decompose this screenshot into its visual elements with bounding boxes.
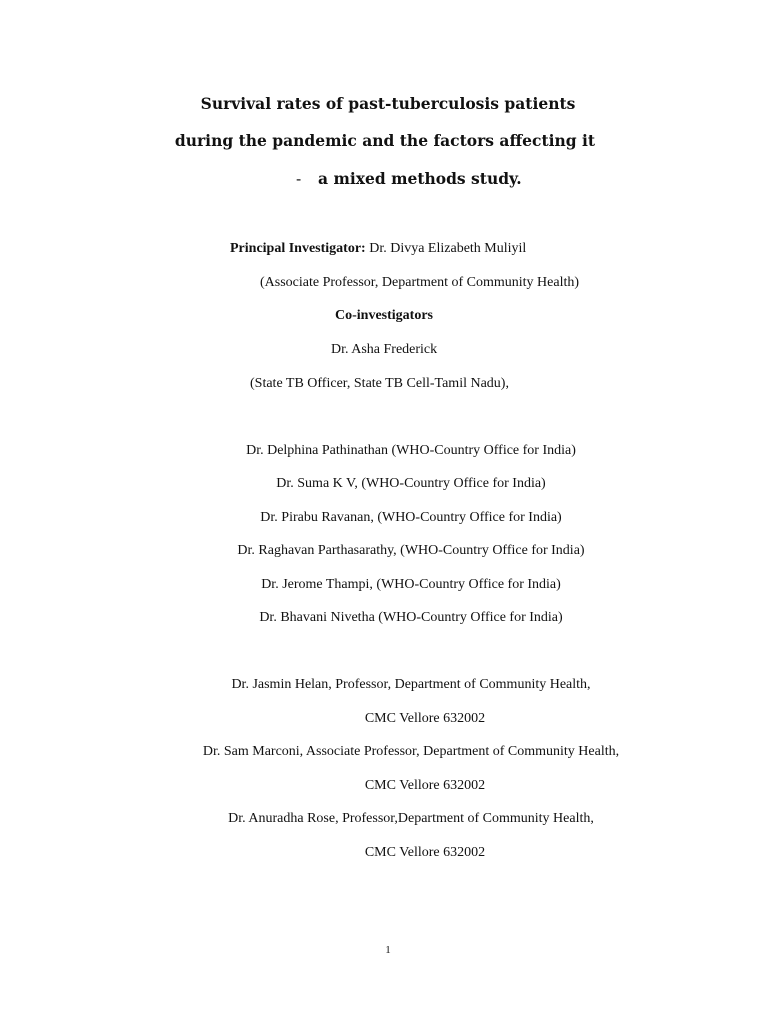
faculty-member-name: Dr. Anuradha Rose, Professor,Department of Community Health,: [228, 811, 594, 826]
who-member: Dr. Bhavani Nivetha (WHO-Country Office for India): [259, 610, 563, 625]
co-investigators-heading: Co-investigators: [335, 308, 433, 323]
principal-investigator-label: Principal Investigator:: [230, 241, 366, 256]
title-line-1: Survival rates of past-tuberculosis patients: [200, 94, 576, 113]
page-number: 1: [385, 944, 391, 956]
who-member: Dr. Delphina Pathinathan (WHO-Country Office for India): [246, 443, 576, 458]
faculty-member-name: Dr. Sam Marconi, Associate Professor, Department of Community Health,: [202, 744, 620, 759]
who-member: Dr. Jerome Thampi, (WHO-Country Office for India): [261, 577, 561, 592]
faculty-member-name: Dr. Jasmin Helan, Professor, Department of Community Health,: [231, 677, 591, 692]
principal-investigator-name: Dr. Divya Elizabeth Muliyil: [365, 241, 527, 256]
who-member: Dr. Pirabu Ravanan, (WHO-Country Office for India): [260, 510, 562, 525]
who-member: Dr. Suma K V, (WHO-Country Office for India): [276, 476, 546, 491]
co-investigator-affiliation: (State TB Officer, State TB Cell-Tamil Nadu),: [250, 376, 509, 391]
title-line-2: during the pandemic and the factors affecting it: [174, 131, 596, 150]
title-line-3-text: a mixed methods study.: [318, 169, 522, 188]
faculty-member-location: CMC Vellore 632002: [364, 711, 486, 726]
faculty-member-location: CMC Vellore 632002: [364, 778, 486, 793]
title-dash: -: [296, 170, 302, 188]
faculty-member-location: CMC Vellore 632002: [364, 845, 486, 860]
principal-investigator: [230, 240, 526, 258]
co-investigator-name: Dr. Asha Frederick: [331, 342, 438, 357]
principal-investigator-affiliation: (Associate Professor, Department of Community Health): [260, 275, 580, 290]
who-member: Dr. Raghavan Parthasarathy, (WHO-Country Office for India): [237, 543, 585, 558]
